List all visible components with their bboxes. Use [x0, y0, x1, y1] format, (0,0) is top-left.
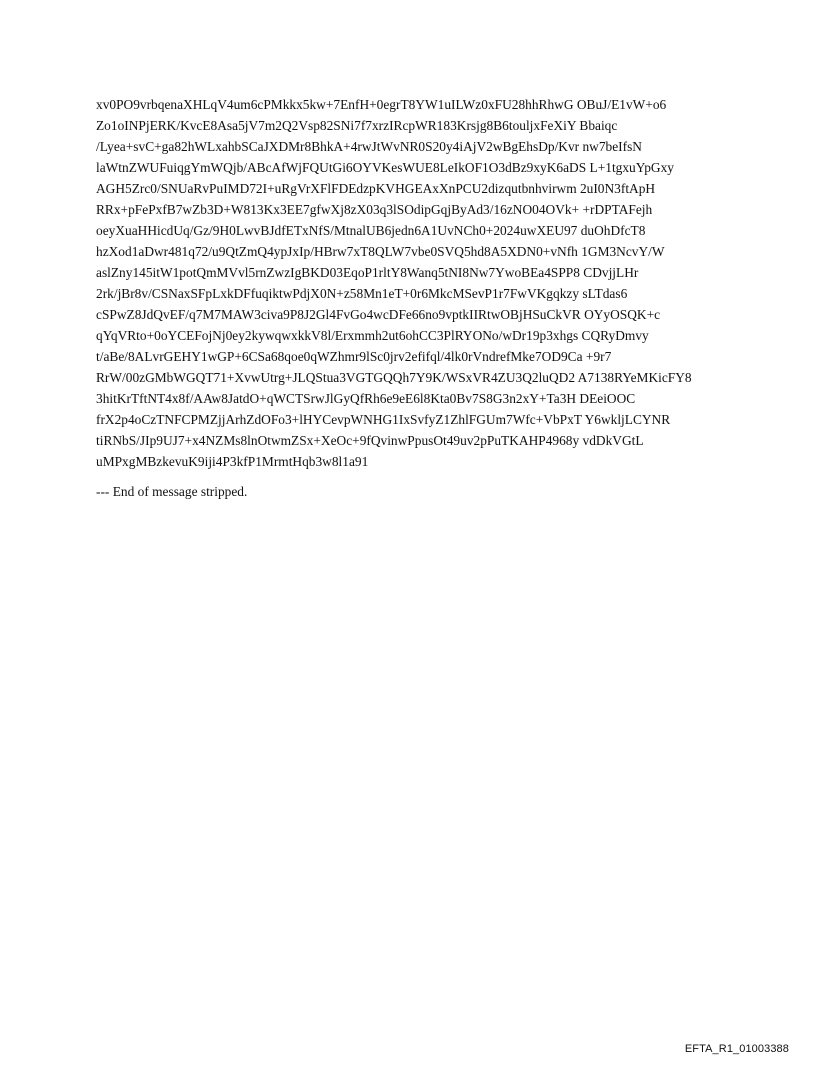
message-body: [96, 97, 696, 505]
encoded-line: hzXod1aDwr481q72/u9QtZmQ4ypJxIp/HBrw7xT8QLW7vbe0SVQ5hd8A5XDN0+vNfh 1GM3NcvY/W: [96, 244, 665, 259]
document-id-stamp: EFTA_R1_01003388: [684, 1043, 789, 1055]
encoded-line: /Lyea+svC+ga82hWLxahbSCaJXDMr8BhkA+4rwJtWvNR0S20y4iAjV2wBgEhsDp/Kvr nw7beIfsN: [96, 139, 642, 154]
encoded-line: AGH5Zrc0/SNUaRvPuIMD72I+uRgVrXFlFDEdzpKVHGEAxXnPCU2dizqutbnhvirwm 2uI0N3ftApH: [96, 181, 656, 196]
encoded-line: xv0PO9vrbqenaXHLqV4um6cPMkkx5kw+7EnfH+0egrT8YW1uILWz0xFU28hhRhwG OBuJ/E1vW+o6: [96, 97, 667, 112]
encoded-line: laWtnZWUFuiqgYmWQjb/ABcAfWjFQUtGi6OYVKesWUE8LeIkOF1O3dBz9xyK6aDS L+1tgxuYpGxy: [96, 160, 674, 175]
encoded-line: RRx+pFePxfB7wZb3D+W813Kx3EE7gfwXj8zX03q3lSOdipGqjByAd3/16zNO04OVk+ +rDPTAFejh: [96, 202, 653, 217]
encoded-line: tiRNbS/JIp9UJ7+x4NZMs8lnOtwmZSx+XeOc+9fQvinwPpusOt49uv2pPuTKAHP4968y vdDkVGtL: [96, 433, 644, 448]
encoded-line: Zo1oINPjERK/KvcE8Asa5jV7m2Q2Vsp82SNi7f7xrzIRcpWR183Krsjg8B6touljxFeXiY Bbaiqc: [96, 118, 618, 133]
encoded-line: oeyXuaHHicdUq/Gz/9H0LwvBJdfETxNfS/MtnalUB6jedn6A1UvNCh0+2024uwXEU97 duOhDfcT8: [96, 223, 646, 238]
encoded-line: 3hitKrTftNT4x8f/AAw8JatdO+qWCTSrwJlGyQfRh6e9eE6l8Kta0Bv7S8G3n2xY+Ta3H DEeiOOC: [96, 391, 636, 406]
encoded-line: qYqVRto+0oYCEFojNj0ey2kywqwxkkV8l/Erxmmh2ut6ohCC3PlRYONo/wDr19p3xhgs CQRyDmvy: [96, 328, 649, 343]
end-of-message-note: --- End of message stripped.: [96, 484, 248, 499]
encoded-line: frX2p4oCzTNFCPMZjjArhZdOFo3+lHYCevpWNHG1IxSvfyZ1ZhlFGUm7Wfc+VbPxT Y6wkljLCYNR: [96, 412, 671, 427]
encoded-line: aslZny145itW1potQmMVvl5rnZwzIgBKD03EqoP1rltY8Wanq5tNI8Nw7YwoBEa4SPP8 CDvjjLHr: [96, 265, 639, 280]
encoded-line: RrW/00zGMbWGQT71+XvwUtrg+JLQStua3VGTGQQh7Y9K/WSxVR4ZU3Q2luQD2 A7138RYeMKicFY8: [96, 370, 692, 385]
encoded-line: 2rk/jBr8v/CSNaxSFpLxkDFfuqiktwPdjX0N+z58Mn1eT+0r6MkcMSevP1r7FwVKgqkzy sLTdas6: [96, 286, 628, 301]
encoded-line: uMPxgMBzkevuK9iji4P3kfP1MrmtHqb3w8l1a91: [96, 454, 369, 469]
encoded-line: cSPwZ8JdQvEF/q7M7MAW3civa9P8J2Gl4FvGo4wcDFe66no9vptkIIRtwOBjHSuCkVR OYyOSQK+c: [96, 307, 661, 322]
encoded-line: t/aBe/8ALvrGEHY1wGP+6CSa68qoe0qWZhmr9lSc0jrv2efifql/4lk0rVndrefMke7OD9Ca +9r7: [96, 349, 612, 364]
